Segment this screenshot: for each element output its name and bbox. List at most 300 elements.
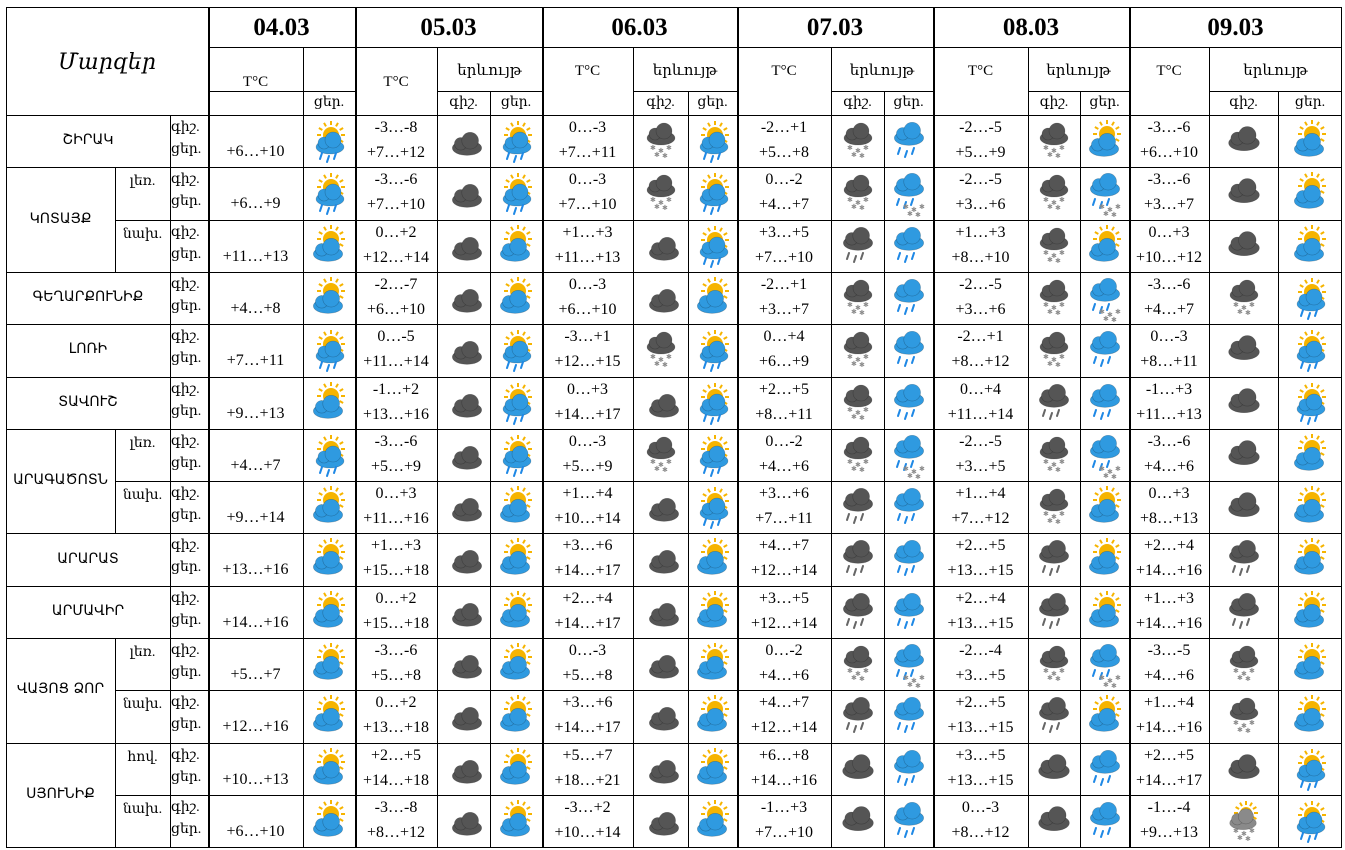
moon-dark-cloud-icon	[444, 592, 484, 632]
svg-text:✱: ✱	[858, 308, 865, 317]
dark-cloud-icon	[838, 749, 878, 789]
svg-text:✱: ✱	[1244, 834, 1251, 843]
weather-forecast-table	[6, 7, 1342, 847]
svg-text:✱: ✱	[1059, 510, 1065, 519]
sun-cloud-icon	[1290, 644, 1330, 684]
grid-line	[115, 481, 1342, 482]
blue-cloud-rain-snow-icon	[1085, 278, 1125, 324]
night-label: գիշ.	[171, 799, 200, 815]
night-temp: -2…-4	[959, 642, 1002, 659]
region-name: ՏԱՎՈՒՇ	[58, 393, 118, 410]
dark-cloud-snow-icon	[1034, 173, 1074, 213]
day-temp: +14…+16	[1135, 719, 1203, 737]
grid-line	[1209, 47, 1210, 847]
dark-cloud-snow-icon	[641, 330, 681, 370]
sun-cloud-icon	[496, 226, 536, 266]
day-temp: +4…+6	[758, 457, 810, 475]
night-temp: +1…+3	[370, 537, 422, 555]
day-temp: +13…+16	[362, 405, 430, 423]
day-temp: +5…+8	[562, 667, 613, 684]
svg-text:✱: ✱	[854, 199, 861, 208]
sun-cloud-rain-icon	[309, 330, 349, 370]
day-temp: +14…+17	[1135, 771, 1203, 789]
phenomenon-header: երևույթ	[457, 63, 522, 79]
day-temp: +4…+6	[1143, 667, 1195, 684]
dark-cloud-rain-icon	[838, 226, 878, 266]
blue-cloud-rain-icon	[1085, 749, 1125, 789]
moon-dark-cloud-icon	[444, 487, 484, 527]
day-temp: +9…+13	[226, 404, 285, 422]
sun-cloud-icon	[693, 539, 733, 579]
grid-line	[6, 847, 1342, 848]
region-name: ԳԵՂԱՐՔՈՒՆԻՔ	[32, 289, 144, 306]
svg-text:✱: ✱	[657, 147, 664, 155]
day-temp: +4…+6	[758, 667, 810, 684]
svg-text:✱: ✱	[1098, 307, 1105, 316]
svg-text:✱: ✱	[1098, 203, 1105, 212]
grid-line	[6, 7, 1342, 8]
night-temp: +3…+6	[758, 485, 810, 503]
svg-text:✱: ✱	[862, 300, 869, 309]
svg-text:✱: ✱	[1059, 144, 1065, 152]
svg-text:✱: ✱	[854, 670, 861, 678]
regions-header: Մարզեր	[58, 49, 156, 74]
night-temp: +4…+7	[758, 537, 810, 555]
svg-text:✱: ✱	[850, 464, 857, 473]
day-temp: +13…+15	[947, 719, 1014, 737]
night-label: գիշ.	[646, 95, 675, 110]
date-header: 06.03	[611, 14, 668, 41]
day-label: ցեր.	[171, 194, 202, 210]
svg-text:✱: ✱	[1102, 471, 1109, 480]
grid-line	[115, 167, 116, 272]
temp-header: T°C	[771, 63, 797, 79]
zone-label: նախ.	[122, 488, 163, 504]
svg-text:✱: ✱	[854, 356, 861, 365]
day-temp: +12…+14	[750, 562, 818, 580]
date-header: 07.03	[806, 14, 864, 41]
svg-text:✱: ✱	[910, 467, 917, 476]
svg-text:✱: ✱	[661, 152, 668, 160]
day-temp: +10…+14	[554, 823, 621, 841]
blue-cloud-rain-snow-icon	[1085, 435, 1125, 481]
svg-text:✱: ✱	[858, 204, 865, 213]
svg-text:✱: ✱	[1240, 829, 1247, 838]
dark-cloud-icon	[1224, 487, 1264, 527]
sun-cloud-icon	[309, 749, 349, 789]
night-temp: 0…+2	[375, 694, 417, 712]
zone-label: լեռ.	[129, 645, 156, 660]
night-temp: -3…+2	[564, 798, 611, 816]
night-temp: +3…+6	[562, 694, 613, 712]
night-temp: +1…+4	[1143, 694, 1195, 712]
dark-cloud-icon	[1224, 121, 1264, 161]
dark-cloud-snow-icon	[1034, 121, 1074, 161]
dark-cloud-snow-icon	[838, 330, 878, 370]
svg-text:✱: ✱	[1055, 465, 1061, 474]
sun-cloud-icon	[1085, 592, 1125, 632]
sun-cloud-rain-icon	[693, 173, 733, 213]
sun-cloud-rain-icon	[309, 121, 349, 161]
svg-text:✱: ✱	[1098, 674, 1105, 682]
dark-cloud-rain-icon	[838, 696, 878, 736]
day-temp: +8…+11	[1140, 353, 1198, 371]
night-temp: 0…+2	[375, 589, 417, 607]
svg-text:✱: ✱	[657, 356, 664, 365]
svg-text:✱: ✱	[1043, 667, 1049, 675]
phenomenon-header: երևույթ	[849, 63, 915, 79]
blue-cloud-rain-snow-icon	[1085, 173, 1125, 220]
night-temp: 0…-3	[1150, 328, 1188, 346]
sun-cloud-icon	[1085, 226, 1125, 266]
day-temp: +11…+13	[1136, 405, 1202, 423]
day-temp: +15…+18	[362, 562, 430, 580]
region-name: ԱՐԱՐԱՏ	[57, 550, 119, 567]
svg-text:✱: ✱	[1232, 826, 1239, 835]
svg-text:✱: ✱	[862, 405, 869, 414]
sun-cloud-icon	[693, 278, 733, 318]
grid-line	[6, 272, 1342, 273]
night-temp: -1…+3	[760, 798, 808, 816]
region-name: ԱՐՄԱՎԻՐ	[51, 602, 125, 619]
night-label: գիշ.	[171, 695, 200, 711]
dark-cloud-rain-icon	[1034, 696, 1074, 736]
day-temp: +6…+10	[558, 300, 617, 318]
temp-header: T°C	[1156, 63, 1182, 79]
sun-cloud-icon	[1085, 487, 1125, 527]
day-temp: +7…+10	[754, 248, 814, 266]
night-temp: +6…+8	[758, 746, 810, 764]
svg-text:✱: ✱	[1110, 472, 1117, 481]
temp-header: T°C	[574, 63, 601, 79]
day-temp: +7…+11	[755, 510, 813, 528]
svg-text:✱: ✱	[665, 353, 672, 362]
night-temp: +3…+5	[955, 746, 1006, 764]
day-temp: +7…+12	[366, 144, 426, 161]
sun-cloud-icon	[1290, 226, 1330, 266]
moon-dark-cloud-icon	[444, 173, 484, 213]
svg-text:✱: ✱	[854, 147, 861, 155]
day-temp: +6…+10	[1139, 144, 1199, 161]
grid-line	[1209, 91, 1342, 92]
region-name: ԼՈՌԻ	[68, 341, 108, 358]
night-temp: +1…+3	[1143, 589, 1195, 607]
day-temp: +6…+10	[366, 300, 426, 318]
svg-text:✱: ✱	[1232, 719, 1239, 728]
svg-text:✱: ✱	[1043, 248, 1049, 257]
sun-cloud-rain-icon	[496, 121, 536, 161]
night-label: գիշ.	[843, 95, 872, 110]
day-temp: +14…+16	[1135, 562, 1203, 580]
svg-text:✱: ✱	[1043, 510, 1049, 519]
night-temp: +2…+4	[1143, 537, 1195, 555]
day-temp: +14…+16	[222, 613, 289, 631]
grid-line	[437, 47, 438, 847]
day-label: ցեր.	[171, 508, 202, 524]
svg-text:✱: ✱	[1055, 204, 1061, 213]
day-temp: +3…+5	[955, 667, 1006, 684]
dark-cloud-snow-icon	[1224, 278, 1264, 318]
night-temp: +2…+4	[955, 589, 1006, 607]
svg-text:✱: ✱	[1098, 464, 1105, 473]
date-header: 08.03	[1002, 14, 1060, 41]
blue-cloud-rain-icon	[889, 592, 929, 632]
night-temp: 0…-2	[765, 642, 803, 659]
night-temp: +2…+5	[758, 380, 810, 398]
sun-cloud-rain-icon	[496, 173, 536, 213]
temp-header: T°C	[967, 63, 994, 79]
dark-cloud-rain-icon	[838, 487, 878, 527]
dark-cloud-snow-icon	[838, 644, 878, 684]
dark-cloud-icon	[1034, 749, 1074, 789]
night-temp: +5…+7	[562, 746, 613, 764]
night-temp: -2…+1	[760, 275, 808, 293]
grid-line	[831, 91, 933, 92]
svg-text:✱: ✱	[906, 471, 913, 480]
dark-cloud-rain-icon	[1034, 539, 1074, 579]
day-temp: +14…+16	[750, 771, 818, 789]
svg-text:✱: ✱	[1055, 518, 1061, 527]
day-temp: +11…+14	[947, 405, 1014, 423]
day-label: ցեր.	[171, 769, 202, 785]
sun-cloud-rain-icon	[1290, 278, 1330, 318]
night-temp: 0…+3	[566, 380, 609, 398]
night-label: գիշ.	[171, 590, 200, 606]
sun-cloud-rain-icon	[693, 226, 733, 266]
night-temp: +3…+5	[758, 589, 810, 607]
svg-text:✱: ✱	[1110, 682, 1117, 690]
day-temp: +11…+13	[222, 247, 289, 265]
grid-line	[303, 47, 304, 847]
night-temp: -1…-4	[1147, 798, 1191, 816]
grid-line	[490, 91, 491, 847]
dark-cloud-rain-icon	[1224, 592, 1264, 632]
night-temp: -2…-5	[959, 275, 1002, 293]
dark-cloud-icon	[1224, 173, 1264, 213]
blue-cloud-rain-snow-icon	[1085, 644, 1125, 690]
svg-text:✱: ✱	[665, 144, 672, 152]
grid-line	[115, 638, 116, 743]
svg-text:✱: ✱	[1240, 722, 1247, 731]
svg-text:✱: ✱	[850, 203, 857, 212]
svg-text:✱: ✱	[1110, 211, 1117, 220]
night-temp: +3…+6	[562, 537, 613, 555]
svg-text:✱: ✱	[914, 682, 921, 690]
moon-dark-cloud-icon	[641, 487, 681, 527]
sun-cloud-rain-icon	[693, 330, 733, 370]
grid-line	[6, 638, 1342, 639]
svg-text:✱: ✱	[1055, 152, 1061, 160]
night-temp: 0…+2	[375, 223, 417, 241]
sun-cloud-rain-icon	[1290, 749, 1330, 789]
svg-text:✱: ✱	[1051, 670, 1057, 678]
sun-cloud-icon	[1290, 592, 1330, 632]
dark-cloud-icon	[1034, 801, 1074, 841]
svg-text:✱: ✱	[1110, 315, 1117, 324]
svg-text:✱: ✱	[1059, 300, 1065, 309]
sun-cloud-icon	[309, 696, 349, 736]
sun-cloud-icon	[1085, 539, 1125, 579]
dark-cloud-snow-icon	[641, 121, 681, 161]
svg-text:✱: ✱	[1236, 674, 1243, 682]
blue-cloud-rain-icon	[889, 278, 929, 318]
svg-text:✱: ✱	[1236, 726, 1243, 735]
dark-cloud-snow-icon	[838, 121, 878, 161]
dark-cloud-rain-icon	[1224, 539, 1264, 579]
grid-line	[633, 91, 737, 92]
night-temp: -3…-6	[1147, 119, 1191, 136]
svg-text:✱: ✱	[1236, 833, 1243, 842]
night-temp: -2…-7	[374, 275, 418, 293]
day-temp: +7…+10	[366, 196, 426, 214]
dark-cloud-snow-icon	[1034, 644, 1074, 684]
day-temp: +7…+12	[951, 510, 1010, 528]
night-label: գիշ.	[171, 224, 200, 240]
dark-cloud-snow-icon	[1034, 487, 1074, 527]
grid-line	[633, 47, 634, 847]
night-temp: -3…-8	[374, 798, 418, 816]
svg-text:✱: ✱	[846, 196, 853, 205]
grid-line	[6, 743, 1342, 744]
grid-line	[1028, 91, 1129, 92]
blue-cloud-rain-icon	[889, 801, 929, 841]
svg-text:✱: ✱	[649, 457, 656, 466]
sun-cloud-icon	[309, 592, 349, 632]
moon-dark-cloud-icon	[444, 801, 484, 841]
sun-cloud-icon	[496, 487, 536, 527]
svg-text:✱: ✱	[1055, 256, 1061, 265]
day-label: ցեր.	[893, 95, 924, 110]
night-temp: -3…-6	[1147, 275, 1191, 293]
day-temp: +14…+17	[554, 562, 621, 580]
day-label: ցեր.	[171, 821, 202, 837]
day-temp: +7…+11	[226, 352, 285, 370]
svg-text:✱: ✱	[846, 300, 853, 309]
day-temp: +13…+16	[222, 561, 289, 579]
blue-cloud-rain-icon	[889, 226, 929, 266]
day-temp: +10…+13	[222, 770, 289, 788]
day-temp: +7…+10	[558, 196, 617, 214]
date-header: 09.03	[1207, 14, 1264, 41]
day-label: ցեր.	[171, 455, 202, 471]
day-temp: +3…+5	[955, 457, 1006, 475]
svg-text:✱: ✱	[1244, 308, 1251, 317]
svg-text:✱: ✱	[854, 408, 861, 417]
day-temp: +9…+14	[226, 509, 285, 527]
night-temp: -3…+1	[564, 328, 611, 346]
zone-label: լեռ.	[129, 174, 156, 190]
moon-dark-cloud-icon	[444, 330, 484, 370]
dark-cloud-rain-icon	[1034, 383, 1074, 423]
day-temp: +7…+10	[754, 823, 814, 841]
svg-text:✱: ✱	[1047, 151, 1053, 159]
svg-text:✱: ✱	[862, 196, 869, 205]
sun-cloud-rain-icon	[309, 173, 349, 213]
grid-line	[115, 690, 1342, 691]
date-header: 05.03	[420, 14, 477, 41]
day-label: ցեր.	[171, 142, 202, 157]
night-temp: 0…-3	[568, 119, 607, 136]
moon-dark-cloud-icon	[641, 749, 681, 789]
svg-text:✱: ✱	[1248, 719, 1255, 728]
day-label: ցեր.	[697, 95, 728, 110]
night-label: գիշ.	[1229, 95, 1258, 110]
phenomenon-header: երևույթ	[652, 63, 718, 79]
sun-cloud-icon	[309, 644, 349, 684]
svg-text:✱: ✱	[649, 144, 656, 152]
svg-text:✱: ✱	[657, 460, 664, 469]
zone-label: նախ.	[122, 226, 163, 242]
svg-text:✱: ✱	[850, 360, 857, 369]
sun-cloud-icon	[1085, 121, 1125, 161]
moon-dark-cloud-icon	[444, 383, 484, 423]
svg-text:✱: ✱	[1043, 196, 1049, 205]
day-temp: +14…+17	[554, 614, 621, 632]
svg-text:✱: ✱	[858, 413, 865, 422]
day-label: ցեր.	[171, 351, 202, 367]
moon-dark-cloud-icon	[444, 435, 484, 475]
sun-cloud-icon	[496, 278, 536, 318]
day-temp: +9…+13	[1139, 823, 1199, 841]
region-name: ՇԻՐԱԿ	[62, 132, 114, 149]
svg-text:✱: ✱	[858, 361, 865, 370]
moon-dark-cloud-icon	[444, 278, 484, 318]
night-temp: 0…+3	[1148, 223, 1190, 241]
day-temp: +3…+6	[955, 300, 1006, 318]
grid-line	[831, 47, 832, 847]
svg-text:✱: ✱	[1051, 356, 1057, 365]
svg-text:✱: ✱	[902, 203, 909, 212]
svg-text:✱: ✱	[846, 405, 853, 414]
svg-text:✱: ✱	[1236, 307, 1243, 316]
sun-cloud-icon	[1290, 435, 1330, 475]
day-temp: +14…+18	[362, 771, 430, 789]
day-label: ցեր.	[1089, 95, 1120, 110]
day-temp: +4…+7	[1143, 300, 1195, 318]
grid-line	[208, 47, 1342, 48]
night-temp: 0…+4	[763, 328, 805, 346]
svg-text:✱: ✱	[1248, 300, 1255, 309]
day-label: ցեր.	[313, 95, 345, 110]
svg-text:✱: ✱	[914, 211, 921, 220]
svg-text:✱: ✱	[1248, 826, 1255, 835]
night-temp: +1…+4	[562, 485, 613, 503]
date-header: 04.03	[253, 14, 310, 41]
night-temp: -1…+2	[372, 380, 420, 398]
day-temp: +10…+12	[1135, 248, 1203, 266]
svg-text:✱: ✱	[918, 203, 925, 212]
sun-cloud-icon	[496, 644, 536, 684]
blue-cloud-rain-snow-icon	[889, 435, 929, 481]
svg-text:✱: ✱	[910, 677, 917, 685]
blue-cloud-rain-icon	[1085, 801, 1125, 841]
svg-text:✱: ✱	[1106, 206, 1113, 215]
svg-text:✱: ✱	[1051, 513, 1057, 522]
night-temp: -1…+3	[1145, 380, 1193, 398]
night-temp: 0…-3	[568, 275, 607, 293]
svg-text:✱: ✱	[906, 681, 913, 689]
day-temp: +18…+21	[554, 771, 621, 789]
grid-line	[542, 7, 544, 847]
night-temp: +4…+7	[758, 694, 810, 712]
day-temp: +3…+7	[758, 300, 810, 318]
svg-text:✱: ✱	[1232, 300, 1239, 309]
dark-cloud-snow-icon	[1034, 330, 1074, 370]
night-temp: 0…-2	[765, 432, 803, 450]
night-temp: +2…+5	[1143, 746, 1195, 764]
region-name: ԿՈՏԱՅՔ	[29, 210, 92, 227]
grid-line	[884, 91, 885, 847]
